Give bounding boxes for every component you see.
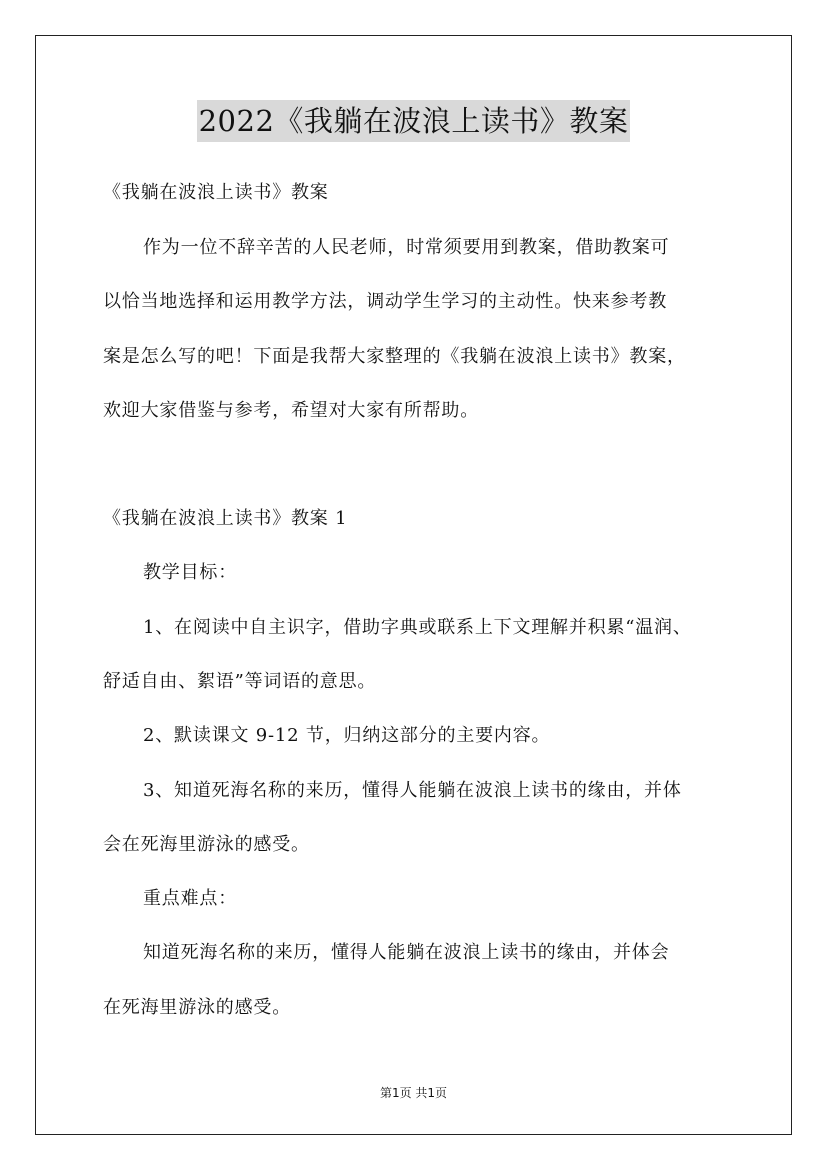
document-title: 2022《我躺在波浪上读书》教案 — [197, 100, 631, 142]
intro-line-1: 作为一位不辞辛苦的人民老师，时常须要用到教案，借助教案可 — [143, 237, 670, 258]
goal1-line-2: 舒适自由、絮语”等词语的意思。 — [103, 671, 377, 692]
key-line-1: 知道死海名称的来历，懂得人能躺在波浪上读书的缘由，并体会 — [143, 942, 670, 963]
goals-label: 教学目标： — [143, 562, 237, 583]
goal3-line-1: 3、知道死海名称的来历，懂得人能躺在波浪上读书的缘由，并体 — [143, 780, 682, 801]
section1-heading: 《我躺在波浪上读书》教案 1 — [103, 508, 348, 529]
intro-line-2: 以恰当地选择和运用教学方法，调动学生学习的主动性。快来参考教 — [103, 291, 667, 312]
intro-line-3: 案是怎么写的吧！下面是我帮大家整理的《我躺在波浪上读书》教案， — [103, 346, 686, 367]
intro-heading: 《我躺在波浪上读书》教案 — [103, 182, 329, 203]
key-line-2: 在死海里游泳的感受。 — [103, 997, 291, 1018]
goal2-line: 2、默读课文 9-12 节，归纳这部分的主要内容。 — [143, 725, 551, 746]
title-container — [0, 100, 827, 142]
key-label: 重点难点： — [143, 888, 237, 909]
goal3-line-2: 会在死海里游泳的感受。 — [103, 834, 310, 855]
intro-line-4: 欢迎大家借鉴与参考，希望对大家有所帮助。 — [103, 400, 479, 421]
goal1-line-1: 1、在阅读中自主识字，借助字典或联系上下文理解并积累“温润、 — [143, 617, 692, 638]
page-footer: 第1页 共1页 — [379, 1086, 448, 1100]
